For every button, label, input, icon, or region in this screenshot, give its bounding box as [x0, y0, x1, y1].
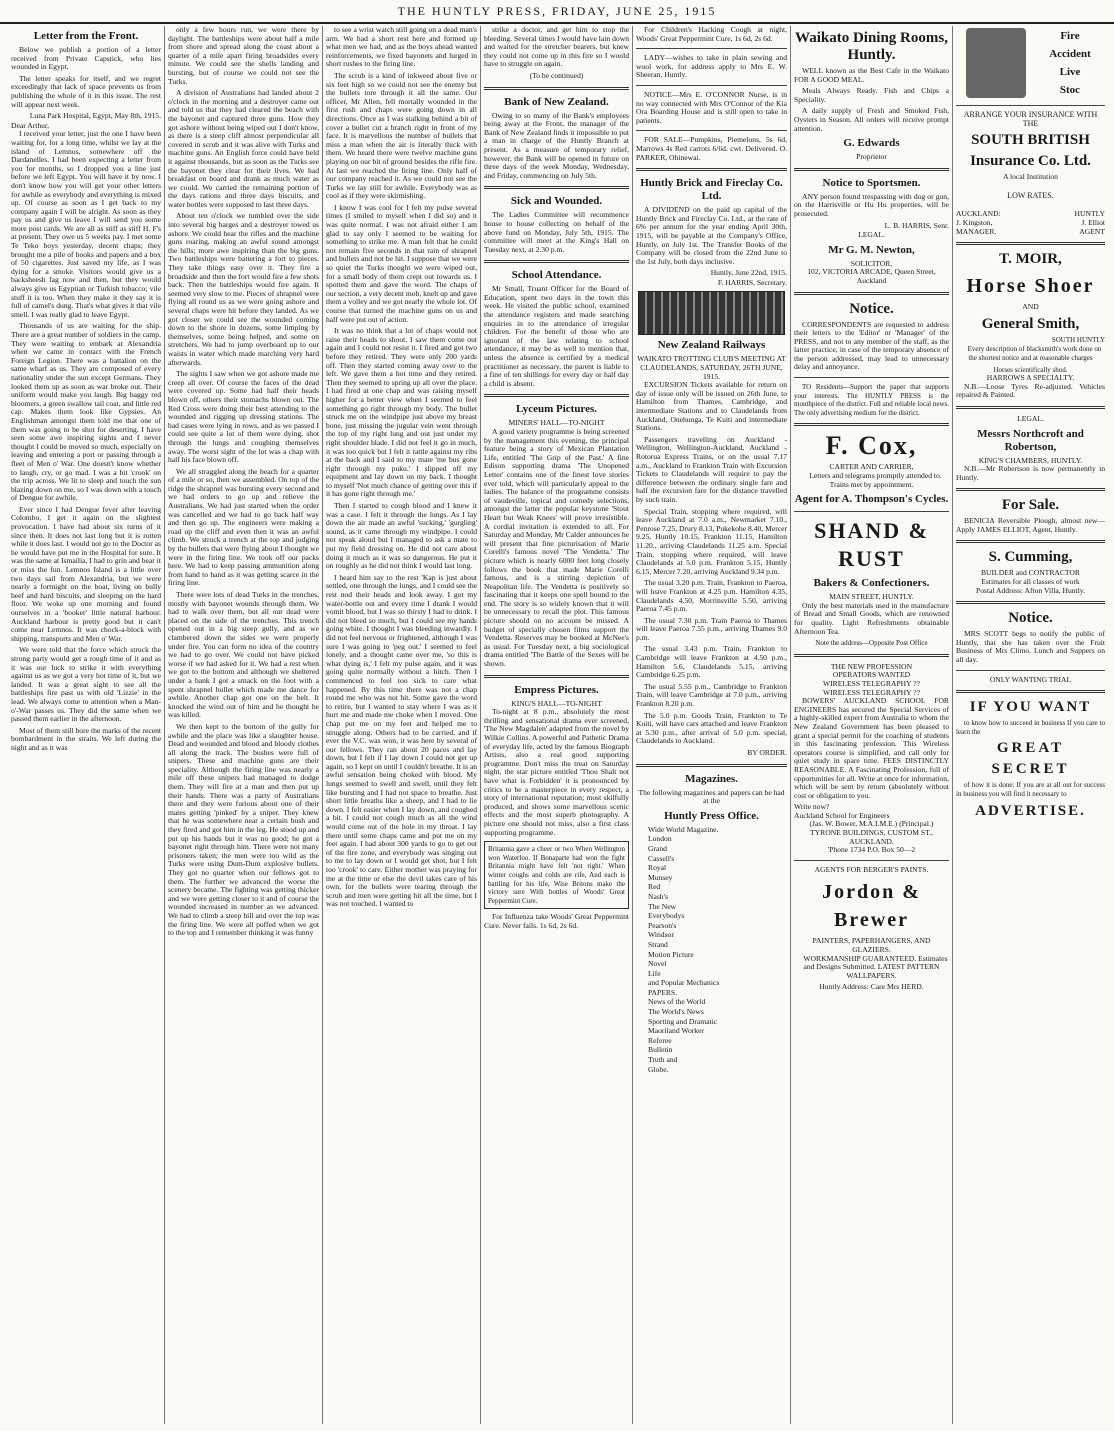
magazine-item: Truth and	[648, 1055, 678, 1065]
magazine-item: The World's News	[648, 1007, 704, 1017]
magazine-item: and Popular Mechanics	[648, 978, 720, 988]
letter-paragraph: We all straggled along the beach for a quarter of a mile or so, then we assembled. On top of the ridge the shrapnel was bursting every second and we had orders to go up and relieve the Australians. We had just started when the order was cancelled and we had to go back half way and then go up. The engineers were making a road up the cliff and even then it was an awful climb. We struck a trench at the top and judging by the bullets that were flying about I thought we were in the firing line. We took off our packs here. We had to keep passing ammunition along from hand to hand as it was getting scarce in the firing line.	[168, 466, 319, 588]
estimates-label: Estimates for all classes of work	[981, 577, 1080, 587]
cox-name: F. Cox,	[825, 431, 918, 461]
letter-paragraph: We then kept to the bottom of the gully for awhile and the place was like a slaughter house. Dead and wounded and blood and bloody clothes all along the track. The bushes were full of snipers. These and machine guns are their speciality. Although the firing line was nearly a mile off these snipers had managed to dodge them. They will fire at a man and then put up their hands. There was a party of Australians there and they were furious about one of their mates getting 'pinked' by a sniper. They knew that he was somewhere near a certain bush and they fired and got him in the leg. He stood up and put up his hands but it was no good; he got a bayonet right through him. There were not many prisoners taken; the men were too wild as the Turks were using Dum-Dum explosive bullets. They got no quarter when our fellows got to them. The further we advanced the worse the scenery became. The fighting was getting thicker and we were getting closer to it and of course the wounded increased in number as we advanced. We had to climb a steep hill and over the top was the firing line. We were all puffed when we got to the top and I remember thinking it was funny	[168, 721, 319, 938]
solicitor-title: SOLICITOR,	[850, 258, 893, 268]
fire-insurance-header	[956, 26, 1105, 100]
agent-role: AGENT	[1079, 226, 1105, 236]
to-be-continued: (To be continued)	[529, 70, 584, 80]
letter-paragraph: strike a doctor, and get him to stop the bleeding. Several times I would have lain down and waited for the stretcher bearers, but knew they could not come up in this fire so I would have to struggle on again.	[484, 26, 629, 69]
magazine-item: Motion Picture	[648, 949, 694, 959]
magazine-item: Sporting and Dramatic	[648, 1016, 718, 1026]
magazine-item: Nash's	[648, 891, 668, 901]
train-illustration	[638, 291, 785, 335]
agent-label: HUNTLY	[1074, 209, 1105, 219]
wireless-repeat: WIRELESS TELEGRAPHY ??	[822, 687, 921, 697]
cox-body: Letters and telegrams promptly attended to. Trains met by appointment.	[809, 471, 942, 489]
advertise-word: ADVERTISE.	[975, 802, 1086, 819]
sick-title: Sick and Wounded.	[510, 195, 603, 208]
shand-body: Only the best materials used in the manufacture of Bread and Small Goods, which are renowned for quality. Light Refreshments obtainable Afternoon Tea.	[794, 600, 949, 636]
railways-paragraph: The 5.0 p.m. Goods Train, Frankton to Te Kuiti, will have cars attached and leave Frankton at 5.30 p.m., after arrival of 5.0 p.m. special, Claudelands to Auckland.	[636, 710, 787, 746]
kings-chambers: KING'S CHAMBERS, HUNTLY.	[978, 455, 1083, 465]
shand-subtitle: Bakers & Confectioners.	[813, 577, 930, 590]
magazine-item: Referee	[648, 1035, 672, 1045]
jordon-brewer: Jordon & Brewer	[822, 881, 921, 932]
letter-paragraph: We were told that the force which struck the strong party would get a rough time of it and as it was our luck to strike it with everything against us as we got a very hot time of it, but we landed. It was a great sight to see all the battleships fire past us with old 'Lizzie' in the lead. We always come to attention when a Man-o'-War passes us. They did the same when we passed them earlier in the afternoon.	[11, 645, 161, 724]
and-label: AND	[1022, 302, 1039, 312]
berger-agents: AGENTS FOR BERGER'S PAINTS.	[814, 864, 929, 874]
jordon-body: WORKMANSHIP GUARANTEED. Estimates and Designs Submitted. LATEST PATTERN WALLPAPERS.	[803, 953, 948, 980]
moir-name: T. MOIR,	[999, 251, 1062, 268]
dining-rooms-body: Meals Always Ready. Fish and Chips a Speciality.	[794, 86, 949, 104]
letter-paragraph: About ten o'clock we tumbled over the side into several big barges and a destroyer towed us ashore. We could hear the rifles and the machine guns roaring, making an awful sound amongst the hills; more awe inspiring than the big guns. Two battleships were battering a fort to pieces. They take things easy over it. They fire a broadside and then the fort would fire a few shots back. Then the battleships would fire again. It seemed very slow to me. Pieces of shrapnel were flying all round us as we were going ashore and several chaps were hit before they landed. As we got closer we could see the wounded coming down to the shore in dozens, some limping by themselves, some being helped, and some on stretchers. We had to jump overboard up to our waists in water which made marching very hard afterwards.	[168, 211, 319, 367]
magazine-item: Royal	[648, 863, 667, 873]
notice-body: CORRESPONDENTS are requested to address their letters to the 'Editor' or 'Manager' of the PRESS, and not to any member of the staff, as the latter practice, in case of the temporary absence of the person addressed, may lead to unnecessary delay and annoyance.	[794, 319, 949, 372]
letter-paragraph: The sights I saw when we got ashore made me creep all over. Of course the faces of the dead were covered up. Some had half their heads blown off, others their stomachs blown out. The Red Cross were doing their best attending to the wounded and rigging up dressing stations. The bad cases were lying in rows, and as we passed I could see quite a lot of them were dying, shot through the lungs and coughing themselves away. The worst sight of the lot was a chap with half his face blown off.	[168, 369, 319, 465]
railways-subtitle: WAIKATO TROTTING CLUB'S MEETING AT CLAUDELANDS, SATURDAY, 26TH JUNE, 1915.	[637, 354, 786, 381]
tyres: N.B.—Loose Tyres Re-adjusted. Vehicles repaired & Painted.	[956, 381, 1105, 400]
bank-body: Owing to so many of the Bank's employees being away at the Front, the manager of the Bank of New Zealand finds it impossible to put a man in charge of the Huntly Branch at present. As a measure of temporary relief, however, the Bank will be opened in future on three days of the week Monday, Wednesday, and Friday, commencing on July 5th.	[484, 110, 629, 180]
masthead: THE HUNTLY PRESS, FRIDAY, JUNE 25, 1915	[0, 0, 1114, 24]
stoc-word: Stoc	[1059, 84, 1081, 96]
northcroft-robertson: Messrs Northcroft and Robertson,	[977, 427, 1084, 453]
railways-paragraph: Passengers travelling on Auckland - Wellington, Wellington-Auckland, Auckland - Rotorua Express Trains, or on the usual 7.17 a.m., Auckland to Frankton Train with Excursion Tickets to Claudelands will require to pay the difference between the ordinary single fare and half the excursion fare for the distance travelled by such train.	[636, 434, 787, 504]
letter-paragraph: to see a wrist watch still going on a dead man's arm. We had a short rest here and formed up what men we had, and as the boys ahead wanted reinforcements, we fixed bayonets and lurged in short rushes to the firing line.	[326, 26, 477, 69]
magazine-item: Maoriland Worker	[648, 1026, 704, 1036]
local-institution: A local Institution	[1003, 172, 1058, 182]
press-office: Huntly Press Office.	[664, 809, 759, 822]
agent-label: AUCKLAND:	[956, 209, 1001, 219]
magazine-item: Strand	[648, 939, 668, 949]
harrows: HARROWS A SPECIALTY.	[986, 373, 1075, 383]
jordon-address: Huntly Address: Care Mrs HERD.	[819, 982, 924, 992]
sportsmen-signature: L. B. HARRIS, Senr.	[884, 220, 949, 230]
lyceum-body: A good variety programme is being screened by the management this evening, the principal feature being a story of Mexican Plantation Life, entitled 'The Grip of the Past.' A fine Edison supporting drama 'The Unopened Letter' contains one of the finest love stories ever told, which will particularly appeal to the ladies. The balance of the programme consists of vaudeville, topical and comedy selections, amongst the latter the popular keystone 'Stout Heart but Weak Knees' will prove irresistible. A cordial invitation is extended to all. For Saturday and Monday, Mr Calder announces he will present that fine picturisation of Marie Corelli's famous novel 'The Vendetta.' The picture which is nearly 6000 feet long closely follows the book that made Marie Corelli famous, and is a stirring depiction of Neapolitan life. The Vendetta is positively so fascinating that it keeps one spell bound to the end. The story is so widely known that it will be unnecessary to recall the plot. This famous picture should on no account be missed. A budget of specially chosen films support the Vendetta. Reserves may be booked at McNee's as usual. For Tuesday next, a big sociological drama entitled 'The Battle of the Sexes will be shown.	[484, 427, 629, 669]
column-2	[164, 26, 322, 1424]
cough-ad: For Children's Hacking Cough at night, Woods' Great Peppermint Cure, 1s 6d, 2s 6d.	[636, 26, 787, 43]
school-title: School Attendance.	[511, 269, 602, 282]
letter-address: Luna Park Hospital, Egypt, May 8th, 1915.	[29, 111, 161, 121]
agent-role: MANAGER.	[956, 226, 997, 236]
brick-signature: F. HARRIS, Secretary.	[717, 277, 787, 287]
empress-subtitle: KING'S HALL—TO-NIGHT	[511, 698, 602, 708]
letter-paragraph: I received your letter, just the one I have been waiting for, for a long time, whilst we lay at the island of Lemnos, somewhere off the Dardanelles. I had been expecting a letter from you for months, so I dropped you a line just before we left Egypt. You will have it by now. I don't know how you will get your other letters for awhile as everybody and everything is mixed up. Of course as soon as I get back to my company again I will be alright. As soon as they pay us and give us leave I will send you some more post cards. We are all as stiff as stiff H. F's at present. They owe us 5 weeks pay. I met some Te Teko boys yesterday, decent chaps; they brought me a pile of books and papers and a box of 50 cigarettes. Just saved my life, as I was dying for a smoke. Visitors would give us a backsheesh fag now and then, but they would always give us Egyptian or Turkish tobacco; vile stuff it is too. When they make it they say it is full of camel's dung. That's what gives it that vile smell. I was really glad to leave Egypt.	[11, 129, 161, 319]
notice-title-2: Notice.	[1008, 610, 1053, 627]
letter-paragraph: Most of them still bore the marks of the recent bombardment in the straits. We left during the night and as it was	[11, 725, 161, 752]
railways-paragraph: The usual 3.43 p.m. Train, Frankton to Cambridge will leave Frankton at 4.50 p.m., Hamilton 5.6, Claudelands 5.15, arriving Cambridge 6.25 p.m.	[636, 644, 787, 680]
shand-rust: SHAND & RUST	[814, 518, 929, 572]
agents-row	[956, 228, 1105, 237]
letter-paragraph: Then I started to cough blood and I knew it was a case. I felt it through the lungs. As I lay down the air made an awful 'sucking,' 'gurgling' sound, as it came through my windpipe. I could not speak aloud but I managed to ask a mate to put my field dressing on. He did not care about doing it much as it was so dangerous. He put it on roughly as he did not think I would last long.	[326, 501, 477, 571]
live-word: Live	[1059, 66, 1081, 78]
residents-notice: TO Residents—Support the paper that supports your interests. The HUNTLY PRESS is the mouthpiece of the district. Full and reliable local news. The only advertising medium for the district.	[794, 383, 949, 417]
dining-rooms-body: A daily supply of Fresh and Smoked Fish, Oysters in Season. All orders will receive prompt attention.	[794, 106, 949, 133]
magazine-item: Wide World Magazine.	[648, 824, 719, 834]
south-british: SOUTH BRITISH	[971, 132, 1090, 149]
letter-paragraph: It was no think that a lot of chaps would not raise their heads to shoot. I saw them come out again and I could not resist it. I fired and got two before they retired. They were only 200 yards off. Then they started coming away over to the left. We gave them a hot time and they retired. Then they seemed to spring up all over the place. I had fired at one chap and was raising myself higher for a better view when I seemed to feel something go right through my body. The bullet struck me on the windpipe just above my breast bone, just missing the jugular vein went through the top of my right lung and out just under my right shoulder blade. I did not feel it go in much, it was too quick but I felt it rattle against my ribs at the back and I said to my mate 'me bus gone right through my puku.' I slipped off my equipment and lay down on my back. I thought to myself 'Not much chance of getting over this if it has gone right through me.'	[326, 326, 477, 499]
magazine-item: Munsey	[648, 872, 673, 882]
railways-signature: BY ORDER.	[747, 748, 787, 757]
proprietor-label: Proprietor	[856, 152, 887, 162]
column-4	[480, 26, 632, 1424]
fire-word: Fire	[1060, 30, 1080, 42]
secret-word: SECRET	[991, 761, 1070, 778]
legal-label: LEGAL.	[858, 230, 885, 240]
builder-label: BUILDER and CONTRACTOR	[980, 568, 1080, 578]
if-you-want: IF YOU WANT	[969, 699, 1092, 716]
wireless-phone: 'Phone 1734 P.O. Box 50—2	[827, 845, 916, 855]
scott-notice: MRS SCOTT begs to notify the public of Huntly, that she has taken over the Fruit Business of Mrs Climo. Lunch and Suppers on all day.	[956, 629, 1105, 665]
postal-address: Postal Address: Afton Villa, Huntly.	[975, 585, 1086, 595]
it-is-done-text: of how it is done: If you are at all out for success in business you will find it necessary to	[956, 781, 1105, 798]
proprietor-name: G. Edwards	[843, 137, 900, 150]
lyceum-subtitle: MINERS' HALL—TO-NIGHT	[508, 418, 605, 428]
newspaper-page	[8, 26, 1108, 1426]
magazine-item: Pearson's	[648, 920, 677, 930]
railways-paragraph: The usual 7.30 p.m. Train Paeroa to Thames will leave Paeroa 7.55 p.m., arriving Thames 9.0 p.m.	[636, 615, 787, 642]
horse-shoer: Horse Shoer	[966, 275, 1095, 298]
letter-paragraph: Thousands of us are waiting for the ship. There are a great number of soldiers in the camp. They were waiting to embark at Alexandria when we came in contact with the French Foreign Legion. There was a battalion on the same wharf as us. They are composed of every nationality under the sun except Germans. They looked them up as soon as war broke out. Their uniform would make you laugh. Big baggy red bloomers, a green swallow tail coat, and little red cap. Makes them look like Gypsies. An Englishman amongst them told me that one of them was going to be shot for deserting. I have seen some awe inspiring sights and I never thought I could be moved so much, especially on leaving and entering a port or passing through a fleet of Men o' War. One doesn't know whether to laugh, cry, or go mad. I was a bit 'crook' on the trip across. We lit to sleep and touch the sun blazing down on me, so I was down with a touch of Dengue for awhile.	[11, 321, 161, 503]
dining-rooms-title: Waikato Dining Rooms, Huntly.	[795, 30, 948, 63]
general-smith: General Smith,	[981, 315, 1080, 332]
brick-title: Huntly Brick and Fireclay Co. Ltd.	[640, 177, 783, 203]
railways-paragraph: EXCURSION Tickets available for return on day of issue only will be issued on 26th June, to Hamilton from Thames, Cambridge, and intermediate Stations and to Claudelands from Auckland, Onehunga, Te Kuiti and intermediate Stations.	[636, 380, 787, 433]
insurance-co: Insurance Co. Ltd.	[970, 153, 1091, 170]
column-1	[8, 26, 164, 1424]
letter-paragraph: I know I was cool for I felt my pulse several times (I smiled to myself when I did so) and it was quite normal. I was not afraid either I am glad to say only I seemed to be waiting for something to strike me. A man felt that he could not remain five seconds in that rain of shrapnel and bullets and not be hit. I suppose that we were so quiet the Turks thought we were wiped out, for a small body of them crept out towards us. I spotted them and gave the word. The chaps of our section, a very decent mob, knelt up and gave them a volley and we got nearly the whole lot. Of course that turned the machine guns on us and half were put out of action.	[326, 202, 477, 324]
insurance-arrange: ARRANGE YOUR INSURANCE WITH THE	[963, 110, 1098, 128]
magazine-item: Red	[648, 882, 661, 892]
wireless-write: Write now?	[794, 802, 830, 812]
magazine-item: London	[648, 834, 672, 844]
sportsmen-body: ANY person found trespassing with dog or gun, on the Harrisville or Hu Hu properties, will be prosecuted.	[794, 191, 949, 218]
article-intro: Below we publish a portion of a letter received from Private Capstick, who lies wounded in Egypt.	[11, 45, 161, 72]
only-wanting-trial: ONLY WANTING TRIAL	[989, 674, 1072, 684]
letter-paragraph: I heard him say to the rest 'Kap is just about settled, one through the lungs, and I could see the rest nod their heads and look away. I got my water-bottle out and every time I drank I would vomit blood, but I was so thirsty I had to drink. I did not bleed so much, but I could see my hands going white. I thought I was bleeding inwardly. I did not feel nervous or frightened, although I was sure I was going to 'peg out.' I seemed to feel lonely, and a thought came over me, 'so this is what dying is,' I felt my pulse again, and it was going quite normally without a hitch. Then I commenced to feel too sick to care what happened. By this time there was not a chap round me who was not hit. Some gave the word to retire, but I wanted to stay where I was as it hurt me and made me choke when I moved. One chap put me on my feet and helped me to struggle along. Others had to be carried, and if ever the V.C. was won, it was here by several of our fellows. They ran about 20 paces and lay down, but I felt if I lay down I could not get up again, so I kept on until I couldn't breathe. It is an awful sensation being choked with blood. My lungs seemed to swell and swell, until they felt like bursting and I had not space to breathe. Just short little breaths like a sheep, and I had to lie down. I felt easier when I lay down, and coughed a bit. I could not cough much as all the wind would come out of the hole in my throat. I lay there until some chaps came and put me on my feet again. I had about 300 yards to go to get out of the fire zone, and everybody was singing out to me to lay down or I would get shot, but I felt too 'crook' to care. Either mother was praying for me at the time or else the devil takes care of his own, for the bullets were tearing through the scrub and men were getting hit all the time, but I was not touched. I wanted to	[326, 572, 477, 909]
column-3	[322, 26, 480, 1424]
bank-title: Bank of New Zealand.	[504, 95, 609, 108]
smith-body: Every description of blacksmith's work done on the shortest notice and at reasonable charges	[967, 345, 1102, 362]
wireless-school: Auckland School for Engineers	[794, 810, 890, 820]
cumming-name: S. Cumming,	[988, 549, 1073, 566]
magazine-item: Globe.	[648, 1064, 669, 1074]
low-rates: LOW RATES.	[1007, 190, 1054, 200]
empress-title: Empress Pictures.	[514, 683, 599, 696]
railways-title: New Zealand Railways	[657, 339, 766, 352]
dining-rooms-body: WELL known as the Best Cafe in the Waikato FOR A GOOD MEAL.	[794, 66, 949, 84]
for-sale-title: For Sale.	[1001, 497, 1060, 514]
great-word: GREAT	[996, 740, 1065, 757]
article-title: Letter from the Front.	[33, 30, 139, 42]
solicitor-address: 102, VICTORIA ARCADE, Queen Street, Auckland	[807, 267, 936, 285]
brick-date: Huntly, June 22nd, 1915.	[710, 268, 787, 278]
magazine-item: Cassell's	[648, 853, 675, 863]
plough-ad: BENICIA Reversible Plough, almost new—Apply JAMES ELLIOT, Agent, Huntly.	[956, 516, 1105, 534]
magazine-item: PAPERS.	[648, 987, 678, 997]
school-body: Mr Small, Truant Officer for the Board of Education, spent two days in the town this week. He visited the public school, examined the attendance registers and made searching enquiries in to the attendance of irregular children. For the benefit of those who are ignorant of the law relating to school attendance, it may be as well to mention that, unless the absence is certified by a medical practitioner as necessary, the parent is liable to a fine of ten shillings for every day or half day a child is absent.	[484, 284, 629, 388]
lady-ad: LADY—wishes to take in plain sewing and wool work, for address apply to Mrs E. W. Sheeran, Huntly.	[636, 53, 787, 80]
letter-salutation: Dear Arthur,	[11, 120, 50, 130]
magazine-item: Everybodys	[648, 911, 685, 921]
legal-label: LEGAL.	[1017, 413, 1044, 423]
insurance-logo-icon	[966, 28, 1026, 98]
brick-body: A DIVIDEND on the paid up capital of the Huntly Brick and Fireclay Co. Ltd., at the rate of 6% per annum for the year ending April 30th, 1915, will be payable at the Company's Office, Huntly, on July 1st. The Transfer Books of the Company will be closed from the 22nd June to the 1st July, both days inclusive.	[636, 205, 787, 266]
wireless-body: BOWERS' AUCKLAND SCHOOL FOR ENGINEERS has secured the Special Services of a highly-skilled expert from Australia to whom the New Zealand Government has been pleased to grant a special permit for the coaching of students in this fascinating profession. This Wireless operators course is simplified, and call only for quiet study in spare time. FEES DISTINCTLY REASONABLE. A Fascinating Profession, full of opportunities for all. Write at once for information, which will be sent by return (absolutely without cost or obligation to you.	[794, 696, 949, 800]
wireless-principal: (Jas. W. Bower, M.A.I.M.E.) (Principal.)	[809, 819, 934, 829]
succeed-text: to know how to succeed in business If you care to learn the	[956, 719, 1105, 736]
shand-address: MAIN STREET, HUNTLY.	[829, 592, 914, 602]
column-5	[632, 26, 790, 1424]
magazine-item: The New	[648, 901, 677, 911]
letter-paragraph: Ever since I had Dengue fever after leaving Colombo, I get it again on the slightest provocation. I have had about six turns of it since then. It does not last long but it is rotten while it does last. I would not go to the Doctor as he would have put me in the Hospital for sure. It was the same at Ismailia, I had to grin and bear it or miss the fun. Lemnos Island is a little over two days sail from Alexandria, but we were nearly a fortnight on the boat, living on bully beef and hard biscuits, and sleeping on the hard floor. We woke up one morning and found ourselves in a 'booker' little natural harbour. Auckland harbour is pretty good but it can't come near Lemnos. It was chock-a-block with shipping, transports and Men o' War.	[11, 504, 161, 643]
jordon-subtitle: PAINTERS, PAPERHANGERS, AND GLAZIERS.	[812, 936, 931, 955]
wireless-repeat: WIRELESS TELEGRAPHY ??	[822, 678, 921, 688]
agent-name: J. Kingston,	[956, 217, 993, 227]
magazine-item: Life	[648, 968, 661, 978]
empress-body: To-night at 8 p.m., absolutely the most thrilling and sensational drama ever screened, 'The New Magdalen' adapted from the novel by Wilkie Collins. A powerful and Pathetic Drama of everyday life, acted by the famous Biograph Artists, also a real good supporting programme. Don't miss the treat on Saturday night, the star picture entitled 'Thou Shalt not have what is Forbidden' it is pronounced by critics to be a masterpiece in every respect, a story of international reputation; most skilfully produced, and shows some marvellous scenic effects and the most superb photography. A picture one should not miss, also a first class supporting programme.	[484, 707, 629, 837]
accident-word: Accident	[1049, 48, 1091, 60]
nurse-notice: NOTICE—Mrs E. O'CONNOR Nurse, is in no way connected with Mrs O'Connor of the Kia Ora Boarding House and is still open to take in patients.	[636, 89, 787, 125]
smith-horses: Horses scientifically shod.	[993, 365, 1068, 374]
article-intro-2: The letter speaks for itself, and we regret exceedingly that lack of space prevents us from publishing the whole of it in this issue. The rest will appear next week.	[11, 73, 161, 109]
railways-paragraph: Special Train, stopping where required, will leave Auckland at 7.0 a.m., Newmarket 7.10., Penrose 7.25, Drury 8.13, Pukekohe 8.40, Mercer 9.25, Huntly 10.15, Frankton 11.15, Hamilton 11.20., arriving Claudelands 11.25 a.m. Special Train, stopping where required, will leave Claudelands at 5.0 p.m. Frankton 5.15, Huntly 6.15, Mercer 7.20, arriving Auckland 9.34 p.m.	[636, 506, 787, 576]
magazines-title: Magazines.	[685, 772, 738, 785]
notice-title: Notice.	[849, 300, 894, 317]
magazines-intro: The following magazines and papers can be had at the	[638, 787, 785, 806]
magazine-item: News of the World	[648, 997, 706, 1007]
magazine-item: Novel	[648, 959, 667, 969]
cox-subtitle: CARTER AND CARRIER,	[829, 462, 914, 472]
letter-paragraph: A division of Australians had landed about 2 o'clock in the morning and a destroyer came out and told us that they had cleared the beach with the bayonet and captured three guns. How they got ashore without being wiped out I don't know, as there is a steep cliff almost perpendicular all covered in scrub and it was alive with Turks and machine guns. An English force could have held it against thousands, but as soon as the Turks see the bayonet they clear for their lives. We had breakfast on board and drank as much water as we could. We carried the remaining portion of the days rations and three days biscuits, and water bottles were supposed to last three days.	[168, 88, 319, 209]
letter-paragraph: The scrub is a kind of inkweed about five or six feet high so we could not see the enemy but the bullets tore through it all the same. Our officer, Mr Allen, fell mortally wounded in the first rush and chaps were going down in all directions. Once as I was stalking behind a bit of cover a bullet cut a branch right in front of my face. It is marvellous the number of bullets that miss a man when the air is literally thick with them. We heard there were twelve machine guns playing on our bit of ground besides the rifle fire. At last we reached the firing line. Only half of our company reached it. As we could not see the Turks we lay still for awhile. Everybody was as cool as if they were skirmishing.	[326, 70, 477, 201]
letter-paragraph: There were lots of dead Turks in the trenches, mostly with bayonet wounds through them. We had to walk over them, but all our dead were placed on the side of the trenches. This trench opened out in a big steep gully, and as we clambered down the sides we were properly under fire. You can form no idea of the country we had to go over. We could not have picked worse if we had asked for it. We had a rest when we got to the bottom and although we sheltered under a bank I got a smack on the foot with a spent shrapnel bullet which made me dance for awhile. Another chap got one on the belt. It knocked the wind out of him and he thought he was killed.	[168, 590, 319, 720]
agent-name: J. Elliot	[1081, 217, 1105, 227]
magazine-item: Grand	[648, 843, 667, 853]
sick-body: The Ladies Committee will recommence house to house collecting on behalf of the above fund on Monday, July 5th, 1915. The committee will meet at the King's Hall on Tuesday next, at 2.30 p.m.	[484, 210, 629, 254]
railways-paragraph: The usual 3.20 p.m. Train, Frankton to Paeroa, will leave Frankton at 4.25 p.m. Hamilton 4.35, Claudelands 4.50, Morrinsville 5.50, arriving Paeroa 7.45 p.m.	[636, 578, 787, 614]
wireless-title: THE NEW PROFESSION	[830, 661, 913, 671]
railways-paragraph: The usual 5.55 p.m., Cambridge to Frankton Train, will leave Cambridge at 7.0 p.m., arriving Frankton 8.20 p.m.	[636, 681, 787, 709]
magazine-item: Windsor	[648, 930, 674, 940]
sportsmen-title: Notice to Sportsmen.	[822, 176, 921, 189]
shand-note: Note the address—Opposite Post Office	[815, 639, 928, 648]
column-6	[790, 26, 952, 1424]
verse-box: Britannia gave a cheer or two When Wellington won Waterloo. If Bonaparte had won the fight Britannia might have felt 'not right.' When winter coughs and colds are rife, And each is battling for his life, Wise Britons make the victory sure With bottles of Woods' Great Peppermint Cure.	[484, 841, 629, 909]
robertson-note: N.B.—Mr Robertson is now permanently in Huntly.	[956, 464, 1105, 482]
smith-location: SOUTH HUNTLY	[1051, 335, 1105, 344]
solicitor-name: Mr G. M. Newton,	[828, 243, 915, 256]
influenza-ad: For Influenza take Woods' Great Peppermint Cure. Never fails. 1s 6d, 2s 6d.	[484, 912, 629, 930]
letter-paragraph: only a few hours run, we were there by daylight. The battleships were about half a mile from shore and spread along the coast about a quarter of a mile apart firing broadsides every minute. We could see the shells landing and bursting, but of course we could not see the Turks.	[168, 26, 319, 86]
for-sale-ad: FOR SALE—Pumpkins, Piemelons, 5s 6d, Marrows 4s Red carrots 6/6d. cwt. Delivered. O. PARKER, Ohinewai.	[636, 135, 787, 162]
column-7	[952, 26, 1108, 1424]
cycles-agent: Agent for A. Thompson's Cycles.	[794, 493, 949, 506]
wireless-address: TYRONE BUILDINGS, CUSTOM ST., AUCKLAND.	[810, 828, 933, 846]
wireless-subtitle: OPERATORS WANTED	[832, 670, 911, 680]
lyceum-title: Lyceum Pictures.	[515, 403, 598, 416]
magazine-item: Bulletin	[648, 1045, 673, 1055]
magazine-list	[636, 826, 787, 1074]
